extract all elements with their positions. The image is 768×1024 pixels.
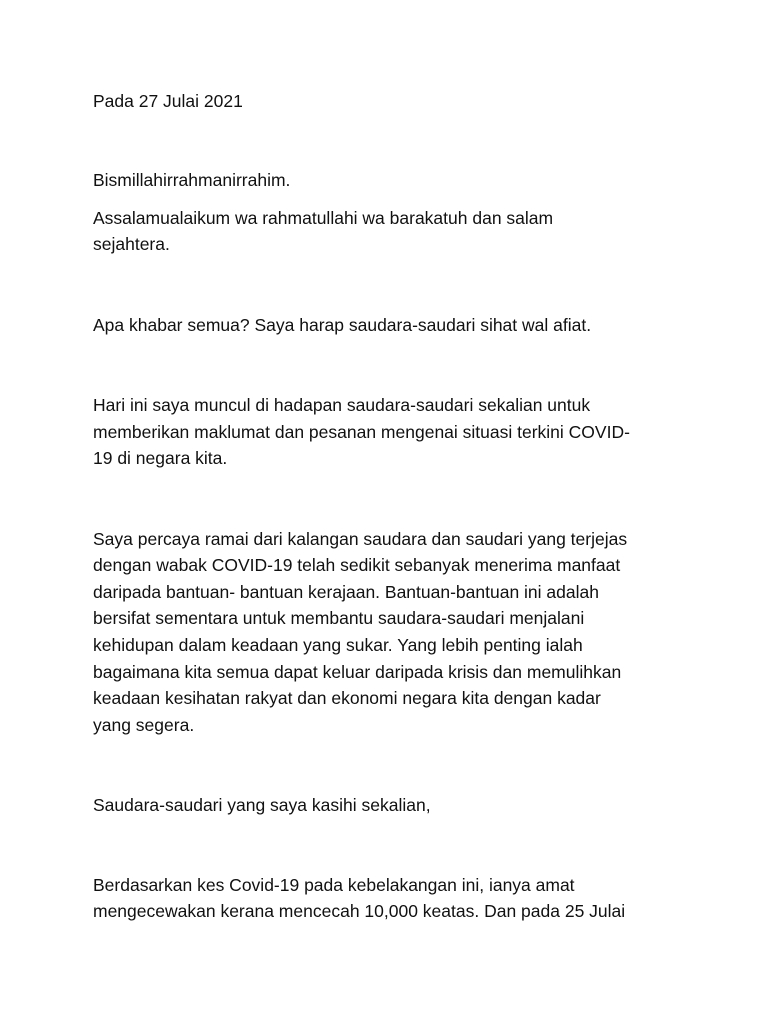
paragraph-line: daripada bantuan- bantuan kerajaan. Bantuan-bantuan ini adalah — [93, 582, 599, 602]
document-date: Pada 27 Julai 2021 — [93, 91, 243, 111]
paragraph-line: Berdasarkan kes Covid-19 pada kebelakangan ini, ianya amat — [93, 875, 575, 895]
paragraph-line: dengan wabak COVID-19 telah sedikit sebanyak menerima manfaat — [93, 555, 621, 575]
greeting-line: sejahtera. — [93, 234, 170, 254]
greeting-line: Assalamualaikum wa rahmatullahi wa barakatuh dan salam — [93, 208, 554, 228]
opening-line: Bismillahirrahmanirrahim. — [93, 170, 291, 190]
paragraph-line: bersifat sementara untuk membantu saudara-saudari menjalani — [93, 608, 585, 628]
paragraph-line: Hari ini saya muncul di hadapan saudara-saudari sekalian untuk — [93, 395, 591, 415]
paragraph-line: memberikan maklumat dan pesanan mengenai situasi terkini COVID- — [93, 422, 630, 442]
address-line: Saudara-saudari yang saya kasihi sekalian, — [93, 795, 431, 815]
paragraph-line: 19 di negara kita. — [93, 448, 228, 468]
paragraph-line: bagaimana kita semua dapat keluar daripada krisis dan memulihkan — [93, 662, 622, 682]
paragraph-line: keadaan kesihatan rakyat dan ekonomi negara kita dengan kadar — [93, 688, 601, 708]
paragraph-line: Apa khabar semua? Saya harap saudara-saudari sihat wal afiat. — [93, 315, 592, 335]
paragraph-line: kehidupan dalam keadaan yang sukar. Yang lebih penting ialah — [93, 635, 583, 655]
paragraph-line: Saya percaya ramai dari kalangan saudara dan saudari yang terjejas — [93, 529, 628, 549]
paragraph-line: mengecewakan kerana mencecah 10,000 keatas. Dan pada 25 Julai — [93, 901, 626, 921]
paragraph-line: yang segera. — [93, 715, 195, 735]
